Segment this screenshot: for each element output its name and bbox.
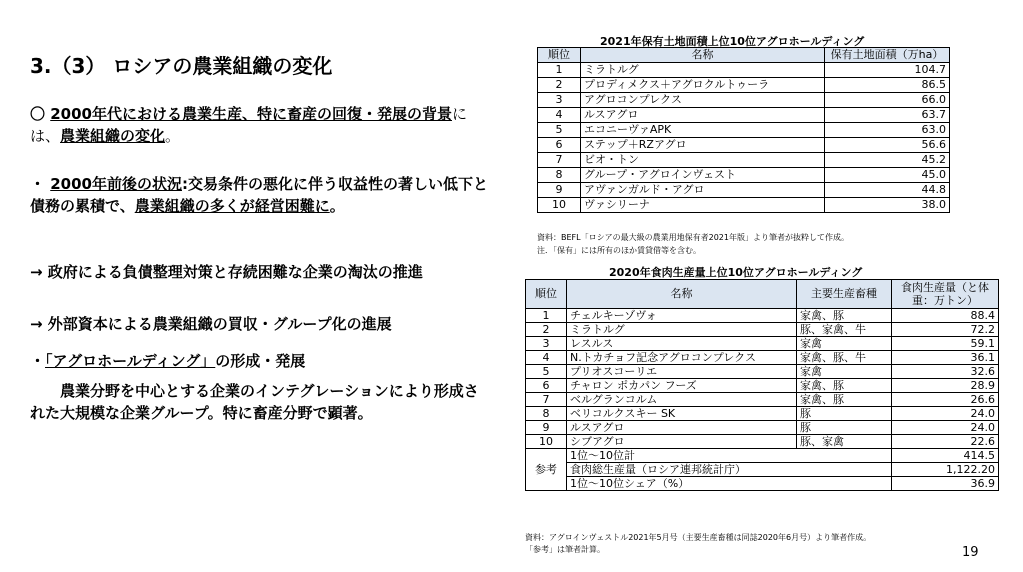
table1-cell-rank: 8 — [538, 168, 581, 183]
table2-cell-name: N.トカチョフ記念アグロコンプレクス — [567, 351, 797, 365]
table-row — [538, 138, 950, 153]
table2-caption: 2020年食肉生産量上位10位アグロホールディング — [609, 266, 863, 279]
table-row — [526, 393, 999, 407]
table1-body — [538, 63, 950, 213]
bullet-1-text-1: :交易条件の悪化に伴う収益性の著しい低下と債務の累積で、 — [30, 175, 488, 215]
table-row — [538, 78, 950, 93]
table2-source-note: 資料：アグロインヴェストル2021年5月号（主要生産畜種は同誌2020年6月号）より筆者作成。 — [525, 533, 872, 542]
table1-caption: 2021年保有土地面積上位10位アグロホールディング — [600, 35, 865, 48]
table2-cell-rank: 8 — [526, 407, 567, 421]
table1-cell-area: 63.7 — [825, 108, 950, 123]
table1-cell-area: 45.2 — [825, 153, 950, 168]
table1-cell-name: プロディメクス＋アグロクルトゥーラ — [581, 78, 825, 93]
table2-cell-species: 家禽 — [797, 365, 892, 379]
table-row — [538, 168, 950, 183]
intro-prefix: 〇 — [30, 105, 51, 123]
table2-body — [526, 309, 999, 491]
intro-underline-1: 2000年代における農業生産、特に畜産の回復・発展の背景 — [50, 105, 452, 123]
table2-cell-name: ルスアグロ — [567, 421, 797, 435]
intro-end: 。 — [165, 127, 181, 145]
table1-cell-name: エコニーヴァAPK — [581, 123, 825, 138]
reference-label: 参考 — [526, 449, 567, 491]
reference-item: 1位～10位シェア（%） — [567, 477, 892, 491]
table1-cell-name: ステップ＋RZアグロ — [581, 138, 825, 153]
table1-cell-name: ヴァシリーナ — [581, 198, 825, 213]
table1-cell-area: 56.6 — [825, 138, 950, 153]
table2-cell-species: 豚、家禽、牛 — [797, 323, 892, 337]
table2-cell-name: シブアグロ — [567, 435, 797, 449]
land-area-table — [537, 47, 950, 213]
table2-cell-output: 28.9 — [892, 379, 999, 393]
table-row — [526, 407, 999, 421]
table2-cell-species: 家禽、豚 — [797, 379, 892, 393]
table2-cell-output: 26.6 — [892, 393, 999, 407]
table2-header-species: 主要生産畜種 — [797, 280, 892, 309]
table1-cell-area: 45.0 — [825, 168, 950, 183]
bullet-1 — [30, 173, 490, 217]
table1-cell-rank: 4 — [538, 108, 581, 123]
bullet-1-mark: ・ — [30, 175, 51, 193]
table2-cell-output: 36.1 — [892, 351, 999, 365]
table1-cell-rank: 7 — [538, 153, 581, 168]
arrow-item-1: → 政府による負債整理対策と存続困難な企業の淘汰の推進 — [30, 263, 423, 281]
table1-footnote: 注．「保有」には所有のほか賃貸借等を含む。 — [537, 246, 701, 255]
table1-cell-name: グループ・アグロインヴェスト — [581, 168, 825, 183]
bullet-2-text: の形成・発展 — [215, 352, 306, 370]
table2-cell-rank: 7 — [526, 393, 567, 407]
table1-cell-rank: 6 — [538, 138, 581, 153]
table2-cell-output: 72.2 — [892, 323, 999, 337]
table2-cell-rank: 6 — [526, 379, 567, 393]
table1-cell-rank: 2 — [538, 78, 581, 93]
table2-footnote: 「参考」は筆者計算。 — [525, 545, 605, 554]
bullet-2-mark: ・ — [30, 352, 46, 370]
table2-cell-rank: 4 — [526, 351, 567, 365]
table1-cell-rank: 1 — [538, 63, 581, 78]
bullet-2-description: 農業分野を中心とする企業のインテグレーションにより形成された大規模な企業グループ。特に畜産分野で顕著。 — [30, 382, 479, 422]
bullet-1-underline-2: 農業組織の多くが経営困難に — [134, 197, 330, 215]
table1-header-rank: 順位 — [538, 48, 581, 63]
table2-cell-name: レスルス — [567, 337, 797, 351]
table-row — [538, 183, 950, 198]
table1-cell-rank: 3 — [538, 93, 581, 108]
table2-cell-name: チャロン ポカパン フーズ — [567, 379, 797, 393]
slide-title: 3.（3） ロシアの農業組織の変化 — [30, 54, 333, 78]
table2-cell-species: 家禽、豚、牛 — [797, 351, 892, 365]
meat-production-table — [525, 279, 999, 491]
table2-cell-output: 24.0 — [892, 421, 999, 435]
table-row — [538, 123, 950, 138]
table2-cell-rank: 10 — [526, 435, 567, 449]
table2-cell-output: 32.6 — [892, 365, 999, 379]
table2-cell-rank: 1 — [526, 309, 567, 323]
table1-cell-name: ミラトルグ — [581, 63, 825, 78]
table2-cell-name: ミラトルグ — [567, 323, 797, 337]
table-row — [538, 153, 950, 168]
table2-cell-output: 24.0 — [892, 407, 999, 421]
bullet-2-underline: 「アグロホールディング」 — [45, 352, 216, 370]
table-row — [526, 379, 999, 393]
reference-item: 1位～10位計 — [567, 449, 892, 463]
table-row — [526, 323, 999, 337]
bullet-1-underline-1: 2000年前後の状況 — [50, 175, 182, 193]
table-row — [526, 421, 999, 435]
intro-paragraph — [30, 103, 470, 147]
reference-row — [526, 449, 999, 463]
table-row — [538, 108, 950, 123]
table1-cell-rank: 9 — [538, 183, 581, 198]
table2-cell-rank: 2 — [526, 323, 567, 337]
table-row — [538, 63, 950, 78]
table2-cell-name: プリオスコーリエ — [567, 365, 797, 379]
table2-cell-rank: 9 — [526, 421, 567, 435]
reference-item: 食肉総生産量（ロシア連邦統計庁） — [567, 463, 892, 477]
table-row — [526, 365, 999, 379]
table2-cell-species: 家禽 — [797, 337, 892, 351]
table-row — [526, 309, 999, 323]
table1-source-note: 資料：BEFL「ロシアの最大級の農業用地保有者2021年版」より筆者が抜粋して作成。 — [537, 233, 849, 242]
table1-cell-name: ルスアグロ — [581, 108, 825, 123]
bullet-1-text-2: 。 — [329, 197, 345, 215]
table-row — [526, 337, 999, 351]
table2-cell-species: 家禽、豚 — [797, 393, 892, 407]
table2-header-output: 食肉生産量（と体重：万トン） — [892, 280, 999, 309]
table1-cell-name: アヴァンガルド・アグロ — [581, 183, 825, 198]
table2-cell-species: 豚、家禽 — [797, 435, 892, 449]
table2-cell-name: ベルグランコルム — [567, 393, 797, 407]
table2-header-rank: 順位 — [526, 280, 567, 309]
table2-cell-output: 88.4 — [892, 309, 999, 323]
table2-cell-rank: 5 — [526, 365, 567, 379]
intro-underline-2: 農業組織の変化 — [60, 127, 166, 145]
table-row — [526, 351, 999, 365]
table2-cell-name: ベリコルクスキー SK — [567, 407, 797, 421]
table2-cell-species: 豚 — [797, 421, 892, 435]
table-row — [538, 198, 950, 213]
table1-cell-area: 44.8 — [825, 183, 950, 198]
arrow-item-2: → 外部資本による農業組織の買収・グループ化の進展 — [30, 315, 392, 333]
table1-cell-rank: 10 — [538, 198, 581, 213]
table1-cell-area: 86.5 — [825, 78, 950, 93]
table2-cell-species: 家禽、豚 — [797, 309, 892, 323]
table2-cell-output: 59.1 — [892, 337, 999, 351]
table1-cell-area: 66.0 — [825, 93, 950, 108]
table2-header-name: 名称 — [567, 280, 797, 309]
table2-cell-species: 豚 — [797, 407, 892, 421]
reference-row — [526, 477, 999, 491]
table2-cell-output: 22.6 — [892, 435, 999, 449]
table-row — [538, 93, 950, 108]
table1-cell-name: ビオ・トン — [581, 153, 825, 168]
reference-value: 414.5 — [892, 449, 999, 463]
table1-cell-name: アグロコンプレクス — [581, 93, 825, 108]
table1-cell-area: 104.7 — [825, 63, 950, 78]
page-number: 19 — [962, 545, 979, 560]
table-row — [526, 435, 999, 449]
intro-mid: には、 — [30, 105, 468, 145]
bullet-2 — [30, 350, 490, 372]
table2-cell-rank: 3 — [526, 337, 567, 351]
reference-value: 1,122.20 — [892, 463, 999, 477]
table1-cell-area: 63.0 — [825, 123, 950, 138]
table1-cell-rank: 5 — [538, 123, 581, 138]
table1-cell-area: 38.0 — [825, 198, 950, 213]
table2-cell-name: チェルキーゾヴォ — [567, 309, 797, 323]
reference-row — [526, 463, 999, 477]
reference-value: 36.9 — [892, 477, 999, 491]
table1-header-name: 名称 — [581, 48, 825, 63]
table1-header-area: 保有土地面積（万ha） — [825, 48, 950, 63]
